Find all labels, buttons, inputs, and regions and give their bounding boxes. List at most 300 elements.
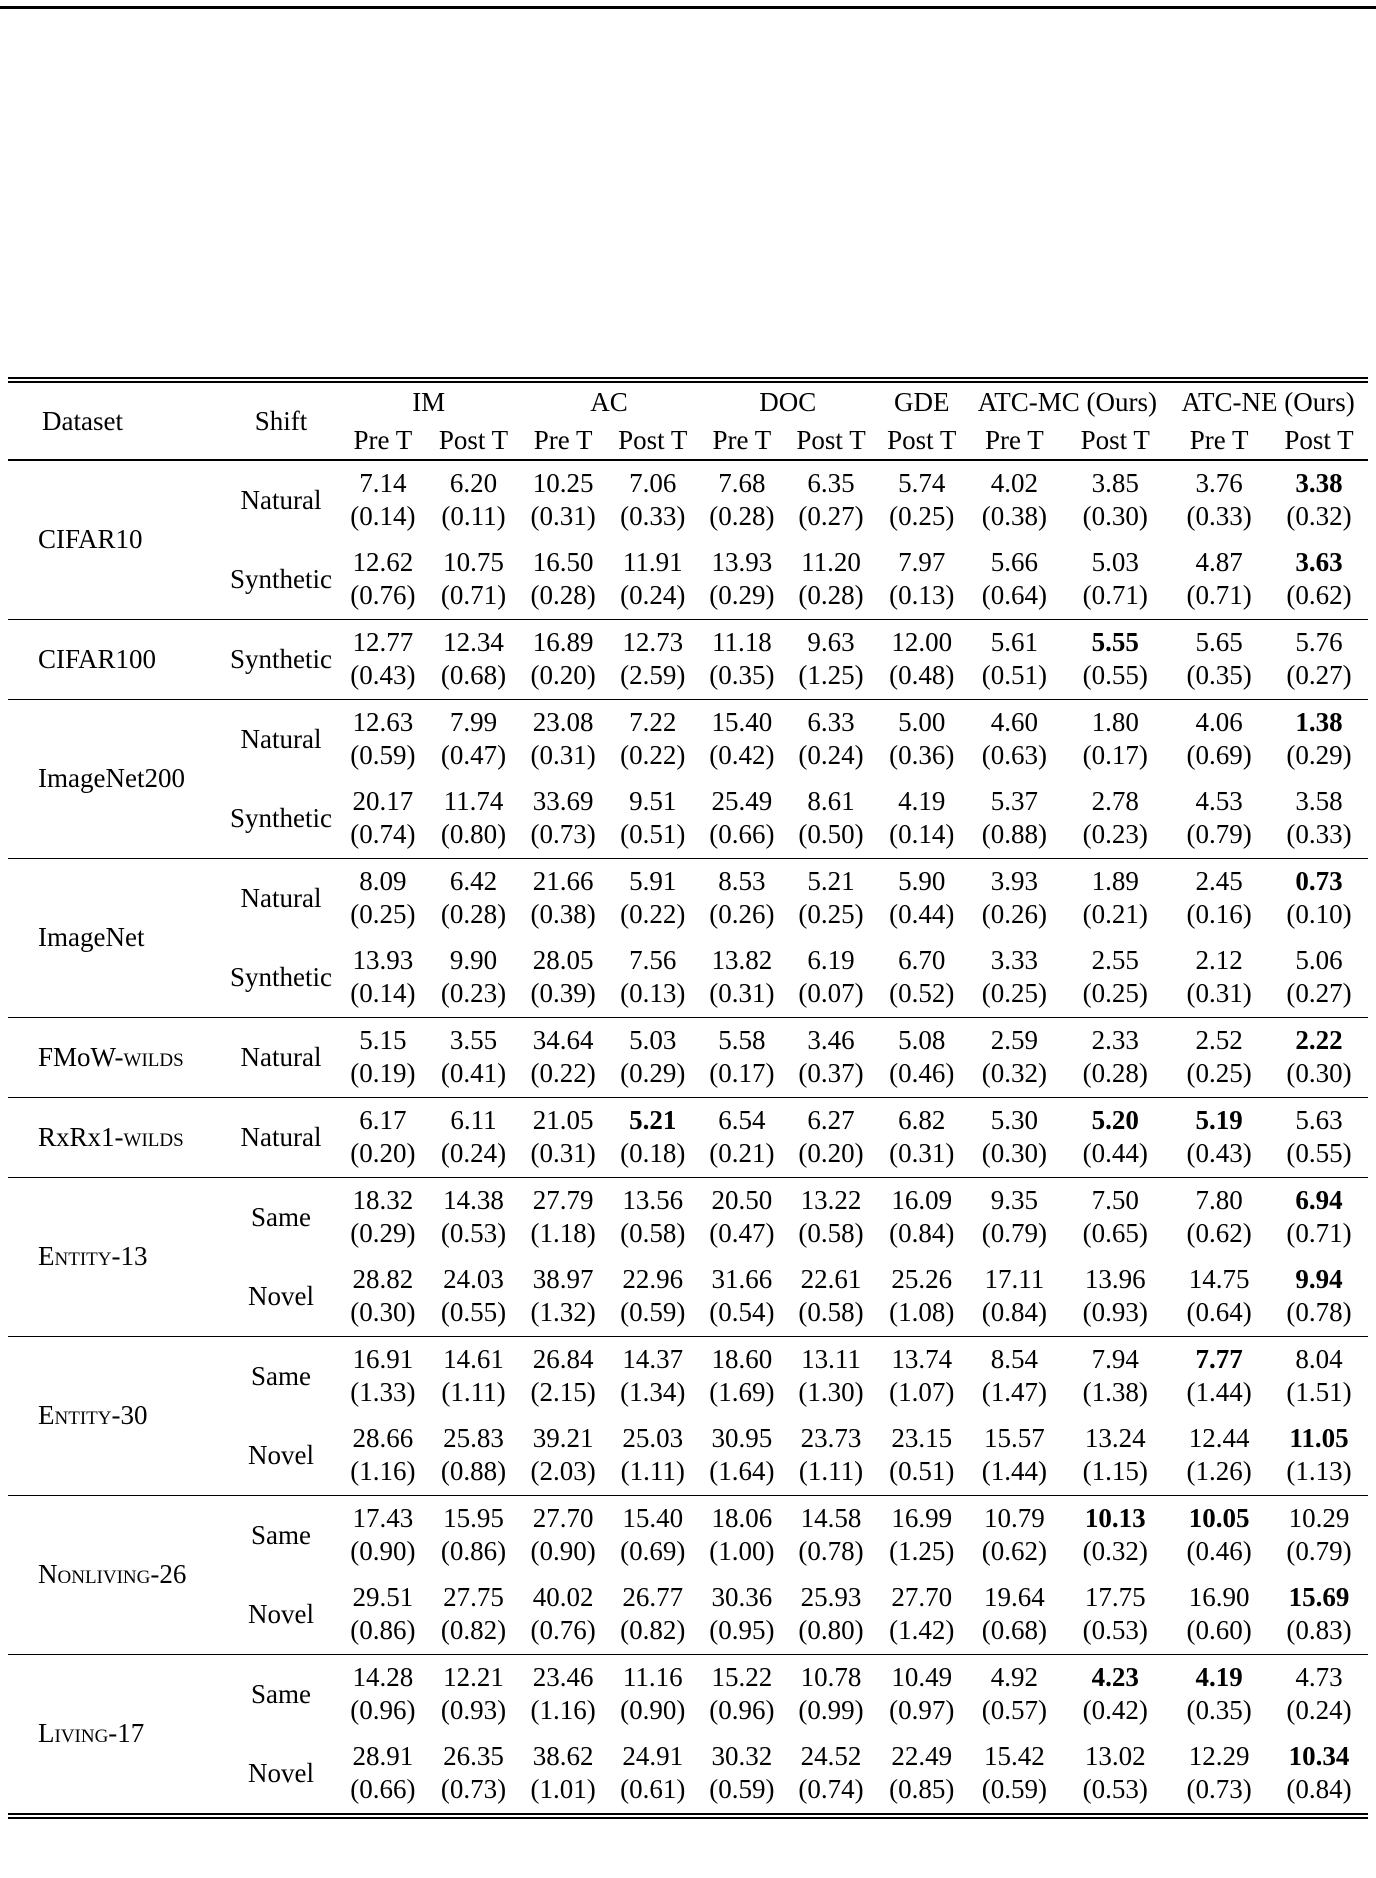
metric-std: (1.13)	[1286, 1456, 1352, 1486]
metric-std: (0.27)	[1286, 978, 1352, 1008]
method-header-1: AC	[590, 387, 628, 417]
metric-value: 4.92	[990, 1662, 1039, 1692]
metric-cell	[607, 1655, 699, 1735]
metric-value: 19.64	[984, 1582, 1045, 1612]
dataset-name-part: Entity-30	[38, 1400, 148, 1430]
metric-cell	[338, 779, 428, 859]
metric-value: 4.87	[1195, 547, 1243, 577]
metric-cell	[785, 1655, 877, 1735]
metric-value: 13.22	[800, 1185, 862, 1215]
metric-value: 27.70	[891, 1582, 953, 1612]
metric-std: (0.59)	[350, 740, 416, 770]
metric-cell	[519, 620, 607, 700]
metric-std: (0.36)	[889, 740, 955, 770]
metric-value: 25.93	[800, 1582, 862, 1612]
table-row	[8, 1655, 1368, 1735]
metric-cell	[338, 938, 428, 1018]
metric-value: 15.95	[443, 1503, 504, 1533]
metric-value: 8.09	[359, 866, 407, 896]
metric-cell	[967, 540, 1063, 620]
metric-cell	[877, 1257, 967, 1337]
metric-cell	[1168, 779, 1270, 859]
shift-label: Novel	[248, 1757, 314, 1788]
metric-cell	[1270, 1098, 1368, 1178]
metric-cell	[877, 1496, 967, 1576]
metric-value: 8.54	[990, 1344, 1039, 1374]
metric-value: 2.52	[1195, 1025, 1243, 1055]
metric-cell	[338, 859, 428, 939]
shift-label: Natural	[240, 882, 322, 913]
subheader-1-1: Post T	[618, 425, 688, 455]
metric-std: (0.25)	[1186, 1058, 1252, 1088]
metric-value: 6.35	[807, 468, 855, 498]
metric-cell	[967, 1655, 1063, 1735]
metric-cell	[607, 1098, 699, 1178]
table-row	[8, 1098, 1368, 1178]
metric-std: (0.42)	[1082, 1695, 1148, 1725]
metric-std: (0.33)	[620, 501, 686, 531]
metric-std: (0.30)	[350, 1297, 416, 1327]
metric-value: 3.55	[449, 1025, 498, 1055]
metric-value: 9.90	[449, 945, 498, 975]
metric-std: (0.71)	[1082, 580, 1148, 610]
metric-std: (0.22)	[620, 740, 686, 770]
metric-value: 6.19	[807, 945, 855, 975]
metric-std: (0.99)	[798, 1695, 864, 1725]
metric-value: 9.94	[1295, 1264, 1343, 1294]
metric-value: 28.66	[352, 1423, 414, 1453]
metric-value: 7.56	[629, 945, 677, 975]
dataset-group	[8, 1178, 1368, 1337]
metric-cell	[338, 1496, 428, 1576]
subheader-2-0: Pre T	[712, 425, 772, 455]
metric-std: (1.64)	[709, 1456, 775, 1486]
metric-std: (1.33)	[350, 1377, 416, 1407]
metric-value: 3.58	[1295, 786, 1343, 816]
metric-std: (0.24)	[1286, 1695, 1352, 1725]
metric-std: (0.31)	[530, 740, 596, 770]
metric-value: 26.84	[532, 1344, 594, 1374]
metric-cell	[785, 1337, 877, 1417]
metric-cell	[877, 938, 967, 1018]
metric-std: (1.44)	[981, 1456, 1048, 1486]
metric-std: (0.26)	[981, 899, 1048, 929]
metric-std: (0.57)	[981, 1695, 1048, 1725]
metric-std: (0.38)	[981, 501, 1048, 531]
metric-cell	[428, 1416, 520, 1496]
metric-std: (0.31)	[889, 1138, 955, 1168]
metric-cell	[877, 620, 967, 700]
metric-cell	[338, 620, 428, 700]
dataset-group	[8, 1018, 1368, 1098]
metric-cell	[1062, 779, 1168, 859]
metric-cell	[1270, 1257, 1368, 1337]
metric-std: (0.42)	[709, 740, 775, 770]
metric-value: 2.59	[990, 1025, 1039, 1055]
metric-value: 14.75	[1188, 1264, 1250, 1294]
metric-cell	[877, 1734, 967, 1813]
metric-cell	[785, 1018, 877, 1098]
metric-value: 9.63	[807, 627, 855, 657]
metric-cell	[699, 1018, 786, 1098]
metric-std: (0.14)	[350, 978, 416, 1008]
metric-cell	[519, 1734, 607, 1813]
metric-value: 5.61	[990, 627, 1039, 657]
metric-std: (0.55)	[1286, 1138, 1352, 1168]
shift-label: Novel	[248, 1598, 314, 1629]
metric-std: (1.15)	[1082, 1456, 1148, 1486]
metric-value: 5.76	[1295, 627, 1343, 657]
metric-std: (0.83)	[1286, 1615, 1352, 1645]
metric-cell	[519, 938, 607, 1018]
metric-std: (0.79)	[1286, 1536, 1352, 1566]
metric-cell	[519, 700, 607, 780]
metric-value: 11.74	[443, 786, 504, 816]
metric-cell	[785, 1575, 877, 1655]
metric-cell	[428, 1337, 520, 1417]
metric-value: 38.62	[532, 1741, 594, 1771]
metric-value: 13.02	[1084, 1741, 1146, 1771]
metric-std: (1.25)	[798, 660, 864, 690]
dataset-name-part: ImageNet200	[38, 763, 185, 793]
metric-cell	[519, 1178, 607, 1258]
metric-std: (0.25)	[1082, 978, 1148, 1008]
metric-value: 5.91	[629, 866, 677, 896]
metric-std: (0.90)	[620, 1695, 686, 1725]
metric-std: (0.93)	[1082, 1297, 1148, 1327]
dataset-group	[8, 1496, 1368, 1655]
metric-cell	[785, 460, 877, 540]
metric-std: (0.29)	[709, 580, 775, 610]
metric-std: (1.69)	[709, 1377, 775, 1407]
metric-value: 11.05	[1289, 1423, 1349, 1453]
metric-cell	[1168, 1655, 1270, 1735]
metric-cell	[1270, 700, 1368, 780]
metric-std: (0.62)	[1286, 580, 1352, 610]
metric-std: (0.20)	[530, 660, 596, 690]
metric-cell	[1270, 1018, 1368, 1098]
metric-value: 5.20	[1091, 1105, 1139, 1135]
metric-cell	[1270, 1337, 1368, 1417]
subheader-4-1: Post T	[1080, 425, 1150, 455]
metric-value: 23.08	[532, 707, 594, 737]
metric-std: (0.32)	[981, 1058, 1048, 1088]
metric-cell	[1168, 700, 1270, 780]
metric-cell	[1270, 1655, 1368, 1735]
metric-cell	[607, 700, 699, 780]
metric-std: (0.29)	[1286, 740, 1352, 770]
metric-cell	[967, 1098, 1063, 1178]
method-header-3: GDE	[893, 387, 950, 417]
metric-std: (0.88)	[440, 1456, 507, 1486]
metric-value: 9.35	[990, 1185, 1039, 1215]
subheader-0-1: Post T	[438, 425, 509, 455]
metric-cell	[877, 460, 967, 540]
metric-cell	[1062, 620, 1168, 700]
metric-std: (0.44)	[889, 899, 955, 929]
metric-std: (0.51)	[620, 819, 686, 849]
shift-label: Novel	[248, 1439, 314, 1470]
metric-cell	[338, 1018, 428, 1098]
metric-value: 13.74	[891, 1344, 953, 1374]
metric-value: 5.21	[807, 866, 855, 896]
shift-label: Natural	[240, 484, 322, 515]
metric-std: (0.16)	[1186, 899, 1252, 929]
metric-cell	[607, 779, 699, 859]
metric-value: 3.85	[1091, 468, 1139, 498]
metric-value: 7.22	[629, 707, 677, 737]
metric-std: (0.25)	[798, 899, 864, 929]
metric-cell	[1168, 1178, 1270, 1258]
dataset-name-part: Living-17	[38, 1718, 145, 1748]
subheader-5-0: Pre T	[1189, 425, 1249, 455]
metric-std: (1.34)	[620, 1377, 686, 1407]
dataset-name	[8, 859, 224, 1018]
metric-std: (0.31)	[1186, 978, 1252, 1008]
metric-std: (0.29)	[350, 1218, 416, 1248]
metric-std: (0.69)	[1186, 740, 1252, 770]
dataset-name	[8, 1496, 224, 1655]
method-header-2: DOC	[759, 387, 817, 417]
metric-value: 9.51	[629, 786, 677, 816]
metric-std: (0.22)	[530, 1058, 596, 1088]
metric-value: 4.19	[1195, 1662, 1243, 1692]
metric-cell	[699, 1257, 786, 1337]
metric-cell	[1270, 1416, 1368, 1496]
metric-value: 5.58	[718, 1025, 766, 1055]
metric-value: 29.51	[352, 1582, 414, 1612]
metric-cell	[519, 859, 607, 939]
metric-cell	[1270, 540, 1368, 620]
metric-cell	[428, 938, 520, 1018]
table-row	[8, 1337, 1368, 1417]
metric-cell	[338, 1655, 428, 1735]
method-header-0: IM	[412, 387, 446, 417]
metric-std: (0.44)	[1082, 1138, 1148, 1168]
metric-cell	[785, 859, 877, 939]
metric-value: 7.14	[359, 468, 407, 498]
shift-label: Same	[250, 1678, 311, 1709]
metric-cell	[1270, 859, 1368, 939]
metric-std: (0.71)	[1286, 1218, 1352, 1248]
metric-std: (0.74)	[350, 819, 416, 849]
metric-std: (0.60)	[1186, 1615, 1252, 1645]
metric-value: 4.23	[1091, 1662, 1139, 1692]
metric-cell	[519, 1018, 607, 1098]
shift-label: Same	[250, 1519, 311, 1550]
metric-std: (0.86)	[350, 1615, 416, 1645]
dataset-name	[8, 1098, 224, 1178]
metric-value: 33.69	[532, 786, 594, 816]
metric-value: 2.33	[1091, 1025, 1139, 1055]
metric-cell	[785, 1734, 877, 1813]
metric-value: 6.17	[359, 1105, 407, 1135]
metric-std: (0.38)	[530, 899, 596, 929]
metric-value: 13.56	[622, 1185, 684, 1215]
metric-value: 12.77	[352, 627, 414, 657]
metric-value: 25.83	[443, 1423, 504, 1453]
metric-cell	[699, 859, 786, 939]
metric-cell	[877, 859, 967, 939]
metric-std: (0.55)	[1082, 660, 1148, 690]
metric-value: 2.22	[1295, 1025, 1343, 1055]
metric-std: (0.29)	[620, 1058, 686, 1088]
metric-cell	[785, 1496, 877, 1576]
dataset-group	[8, 859, 1368, 1018]
metric-cell	[785, 540, 877, 620]
metric-value: 5.06	[1295, 945, 1343, 975]
metric-std: (0.39)	[530, 978, 596, 1008]
metric-value: 15.40	[622, 1503, 684, 1533]
metric-cell	[877, 540, 967, 620]
metric-cell	[1270, 1496, 1368, 1576]
metric-cell	[967, 779, 1063, 859]
subheader-1-0: Pre T	[533, 425, 593, 455]
metric-value: 4.53	[1195, 786, 1243, 816]
metric-cell	[428, 1575, 520, 1655]
metric-std: (0.43)	[350, 660, 416, 690]
metric-value: 6.27	[807, 1105, 855, 1135]
metric-value: 2.45	[1195, 866, 1243, 896]
metric-cell	[785, 1257, 877, 1337]
metric-std: (0.74)	[798, 1774, 864, 1804]
metric-std: (1.16)	[350, 1456, 416, 1486]
metric-value: 7.68	[718, 468, 766, 498]
metric-value: 16.91	[352, 1344, 414, 1374]
metric-cell	[699, 1575, 786, 1655]
metric-value: 2.12	[1195, 945, 1243, 975]
dataset-name	[8, 1018, 224, 1098]
metric-std: (0.28)	[530, 580, 596, 610]
metric-cell	[519, 1337, 607, 1417]
metric-std: (0.50)	[798, 819, 864, 849]
metric-cell	[967, 938, 1063, 1018]
metric-value: 23.15	[891, 1423, 953, 1453]
metric-cell	[607, 1018, 699, 1098]
metric-value: 6.82	[898, 1105, 946, 1135]
metric-value: 13.93	[352, 945, 414, 975]
metric-cell	[338, 460, 428, 540]
metric-std: (0.13)	[889, 580, 955, 610]
metric-std: (0.35)	[1186, 660, 1252, 690]
metric-value: 7.80	[1195, 1185, 1243, 1215]
metric-cell	[607, 1416, 699, 1496]
metric-std: (0.88)	[981, 819, 1048, 849]
metric-std: (0.53)	[1082, 1774, 1148, 1804]
metric-std: (1.01)	[530, 1774, 596, 1804]
metric-std: (0.23)	[1082, 819, 1148, 849]
metric-value: 4.19	[898, 786, 946, 816]
metric-value: 2.55	[1091, 945, 1139, 975]
metric-value: 6.94	[1295, 1185, 1343, 1215]
col-header-dataset: Dataset	[42, 406, 123, 436]
metric-cell	[607, 1337, 699, 1417]
metric-cell	[785, 1178, 877, 1258]
metric-std: (0.80)	[440, 819, 507, 849]
metric-std: (0.46)	[1186, 1536, 1252, 1566]
metric-cell	[785, 700, 877, 780]
metric-std: (1.42)	[889, 1615, 955, 1645]
table-row	[8, 859, 1368, 939]
metric-std: (0.84)	[889, 1218, 955, 1248]
metric-std: (0.28)	[1082, 1058, 1148, 1088]
dataset-name-part: RxRx1-	[38, 1121, 124, 1152]
metric-std: (0.63)	[981, 740, 1048, 770]
table-row	[8, 1018, 1368, 1098]
metric-value: 20.17	[352, 786, 414, 816]
metric-cell	[967, 1018, 1063, 1098]
metric-value: 17.75	[1084, 1582, 1146, 1612]
dataset-name	[8, 1337, 224, 1496]
dataset-name	[8, 620, 224, 700]
metric-std: (0.33)	[1286, 819, 1352, 849]
metric-cell	[785, 620, 877, 700]
method-header-4: ATC-MC (Ours)	[977, 387, 1157, 417]
metric-cell	[428, 620, 520, 700]
metric-value: 11.16	[622, 1662, 683, 1692]
metric-cell	[1168, 1416, 1270, 1496]
col-header-shift: Shift	[254, 406, 308, 436]
metric-value: 6.20	[449, 468, 498, 498]
metric-value: 30.36	[711, 1582, 773, 1612]
metric-cell	[785, 1416, 877, 1496]
dataset-name-part: ImageNet	[38, 922, 145, 952]
metric-value: 14.37	[622, 1344, 684, 1374]
metric-value: 10.05	[1188, 1503, 1250, 1533]
metric-value: 11.91	[622, 547, 683, 577]
metric-value: 13.93	[711, 547, 773, 577]
metric-std: (0.51)	[981, 660, 1048, 690]
metric-std: (1.07)	[889, 1377, 955, 1407]
dataset-group	[8, 700, 1368, 859]
metric-std: (0.79)	[981, 1218, 1048, 1248]
metric-cell	[519, 1575, 607, 1655]
metric-std: (0.76)	[350, 580, 416, 610]
shift-label: Synthetic	[229, 563, 332, 594]
metric-std: (2.15)	[530, 1377, 596, 1407]
metric-cell	[1062, 1416, 1168, 1496]
shift-label: Synthetic	[229, 643, 332, 674]
dataset-name-part: FMoW-	[38, 1041, 124, 1072]
metric-std: (1.16)	[530, 1695, 596, 1725]
dataset-group	[8, 1337, 1368, 1496]
metric-std: (0.35)	[709, 660, 775, 690]
metric-cell	[428, 1018, 520, 1098]
metric-std: (0.84)	[1286, 1774, 1352, 1804]
metric-value: 5.90	[898, 866, 946, 896]
metric-value: 3.93	[990, 866, 1039, 896]
metric-cell	[607, 938, 699, 1018]
metric-std: (0.21)	[1082, 899, 1148, 929]
results-table	[8, 383, 1368, 1813]
metric-value: 12.63	[352, 707, 414, 737]
dataset-name-part: CIFAR100	[38, 643, 157, 674]
metric-std: (0.82)	[440, 1615, 507, 1645]
metric-std: (0.30)	[981, 1138, 1048, 1168]
metric-std: (0.73)	[1186, 1774, 1252, 1804]
metric-std: (2.59)	[620, 660, 686, 690]
metric-cell	[1168, 1098, 1270, 1178]
shift-label: Same	[250, 1360, 311, 1391]
metric-value: 25.49	[711, 786, 773, 816]
shift-label: Natural	[240, 1121, 322, 1152]
dataset-group	[8, 460, 1368, 620]
metric-std: (0.33)	[1186, 501, 1252, 531]
metric-std: (0.23)	[440, 978, 507, 1008]
metric-value: 40.02	[532, 1582, 594, 1612]
metric-cell	[428, 1496, 520, 1576]
metric-std: (0.31)	[709, 978, 775, 1008]
